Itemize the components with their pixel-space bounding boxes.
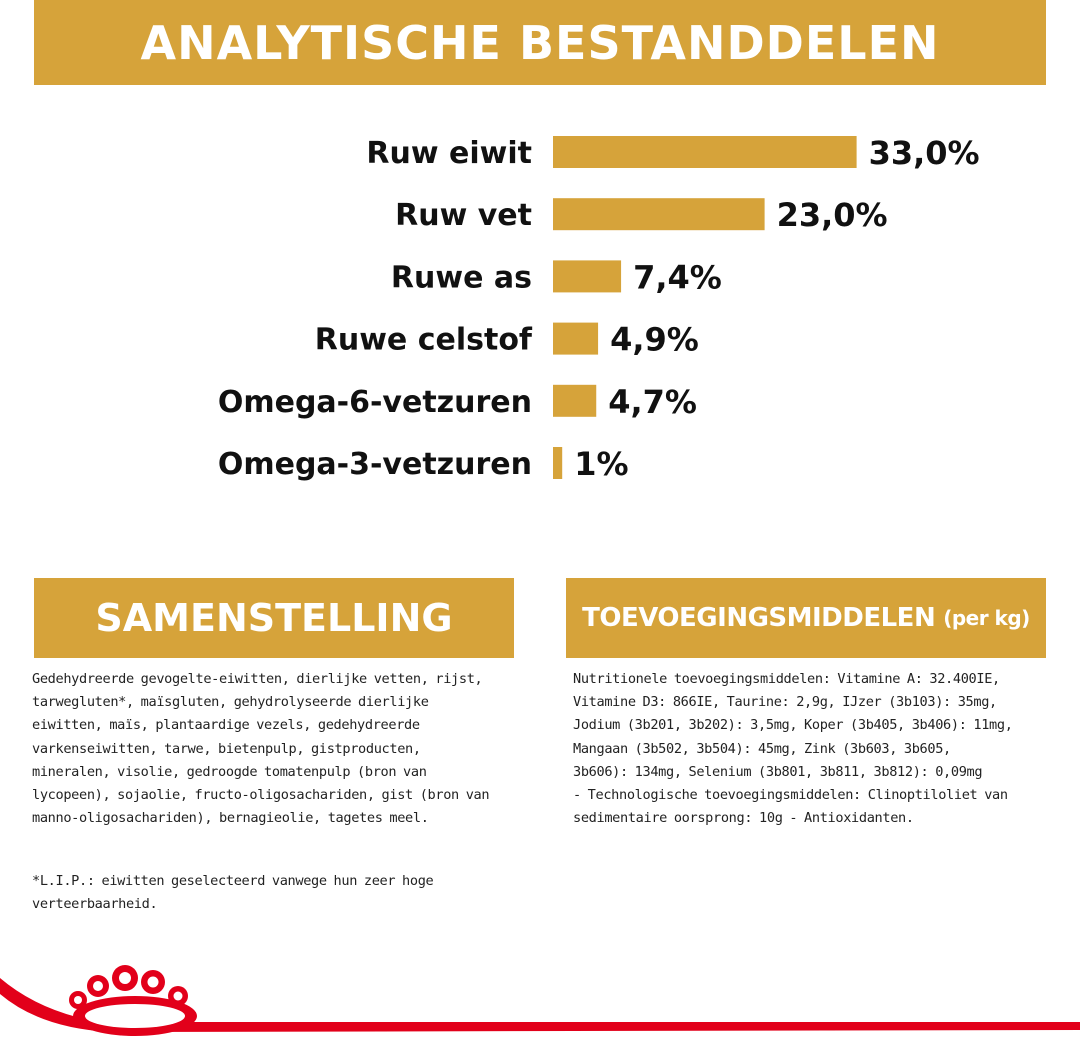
toevoeging-header-label: TOEVOEGINGSMIDDELEN <box>582 603 936 633</box>
footer-brand-strip <box>0 950 1080 1053</box>
value-label: 4,7% <box>608 382 697 421</box>
toevoeging-line: Jodium (3b201, 3b202): 3,5mg, Koper (3b405, 3b406): 11mg, <box>573 717 1013 734</box>
category-label: Ruw vet <box>395 198 532 234</box>
toevoeging-text <box>573 668 1068 830</box>
samenstelling-text <box>32 668 522 830</box>
footnote-text <box>32 870 522 916</box>
samenstelling-line: manno-oligosachariden), bernagieolie, tagetes meel. <box>32 810 429 827</box>
value-label: 1% <box>574 445 629 483</box>
value-label: 23,0% <box>776 196 888 235</box>
bar <box>553 323 598 355</box>
toevoeging-line: sedimentaire oorsprong: 10g - Antioxidanten. <box>573 810 914 827</box>
analytic-header-label: ANALYTISCHE BESTANDDELEN <box>140 15 940 70</box>
toevoeging-header <box>566 578 1046 658</box>
footnote-line: verteerbaarheid. <box>32 896 158 913</box>
footnote-line: *L.I.P.: eiwitten geselecteerd vanwege hun zeer hoge <box>32 873 434 889</box>
category-label: Ruwe celstof <box>314 322 532 358</box>
toevoeging-line: Mangaan (3b502, 3b504): 45mg, Zink (3b603, 3b605, <box>573 740 951 757</box>
toevoeging-line: Nutritionele toevoegingsmiddelen: Vitamine A: 32.400IE, <box>573 671 1000 687</box>
samenstelling-line: lycopeen), sojaolie, fructo-oligosachariden, gist (bron van <box>32 787 490 804</box>
value-label: 7,4% <box>633 258 722 297</box>
toevoeging-line: Vitamine D3: 866IE, Taurine: 2,9g, IJzer (3b103): 35mg, <box>573 694 997 711</box>
samenstelling-line: Gedehydreerde gevogelte-eiwitten, dierlijke vetten, rijst, <box>32 671 483 687</box>
toevoeging-line: 3b606): 134mg, Selenium (3b801, 3b811, 3b812): 0,09mg <box>573 763 983 780</box>
value-label: 4,9% <box>610 320 699 359</box>
analytic-bar-chart <box>0 110 1080 510</box>
samenstelling-line: mineralen, visolie, gedroogde tomatenpulp (bron van <box>32 763 427 780</box>
category-label: Omega-6-vetzuren <box>217 384 532 420</box>
value-label: 33,0% <box>868 134 980 172</box>
samenstelling-header-label: SAMENSTELLING <box>95 596 453 640</box>
bar <box>553 260 621 292</box>
category-label: Ruw eiwit <box>366 136 532 171</box>
category-label: Ruwe as <box>390 260 532 296</box>
samenstelling-header <box>34 578 514 658</box>
samenstelling-line: eiwitten, maïs, plantaardige vezels, gedehydreerde <box>32 717 420 734</box>
category-label: Omega-3-vetzuren <box>217 447 532 482</box>
bar <box>553 447 562 479</box>
toevoeging-line: - Technologische toevoegingsmiddelen: Clinoptiloliet van <box>573 787 1008 804</box>
analytic-header <box>34 0 1046 85</box>
toevoeging-header-suffix: (per kg) <box>943 606 1030 630</box>
samenstelling-line: varkenseiwitten, tarwe, bietenpulp, gistproducten, <box>32 740 421 757</box>
samenstelling-line: tarwegluten*, maïsgluten, gehydrolyseerde dierlijke <box>32 694 429 711</box>
bar <box>553 136 857 168</box>
bar <box>553 385 596 417</box>
bar <box>553 198 765 230</box>
